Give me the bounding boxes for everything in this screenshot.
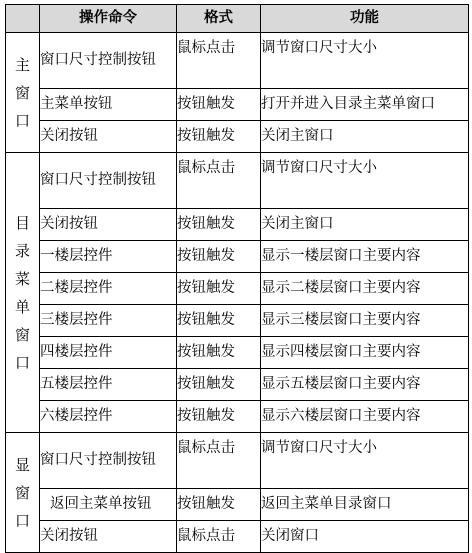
table-row xyxy=(6,521,469,553)
command-cell: 关闭按钮 xyxy=(40,121,177,153)
function-cell: 关闭主窗口 xyxy=(261,209,469,241)
table-row xyxy=(6,273,469,305)
table-row xyxy=(6,489,469,521)
format-cell: 按钮触发 xyxy=(177,121,261,153)
table-row xyxy=(6,209,469,241)
format-cell: 鼠标点击 xyxy=(177,433,261,489)
command-cell: 六楼层控件 xyxy=(40,401,177,433)
format-cell: 按钮触发 xyxy=(177,489,261,521)
command-cell: 一楼层控件 xyxy=(40,241,177,273)
command-cell: 三楼层控件 xyxy=(40,305,177,337)
format-cell: 按钮触发 xyxy=(177,89,261,121)
header-row xyxy=(6,5,469,33)
table-row xyxy=(6,337,469,369)
format-cell: 鼠标点击 xyxy=(177,153,261,209)
function-cell: 显示一楼层窗口主要内容 xyxy=(261,241,469,273)
command-table xyxy=(5,4,469,553)
table-row xyxy=(6,33,469,89)
table-row xyxy=(6,433,469,489)
header-format: 格式 xyxy=(177,5,261,33)
header-group xyxy=(6,5,40,33)
command-table-container xyxy=(5,4,468,548)
format-cell: 按钮触发 xyxy=(177,337,261,369)
table-row xyxy=(6,153,469,209)
function-cell: 显示五楼层窗口主要内容 xyxy=(261,369,469,401)
group-label-main-window: 主窗口 xyxy=(6,33,40,153)
format-cell: 按钮触发 xyxy=(177,241,261,273)
function-cell: 显示三楼层窗口主要内容 xyxy=(261,305,469,337)
table-row xyxy=(6,89,469,121)
function-cell: 关闭主窗口 xyxy=(261,121,469,153)
command-cell: 窗口尺寸控制按钮 xyxy=(40,153,177,209)
group-label-directory-menu-window: 目录菜单窗口 xyxy=(6,153,40,433)
command-cell: 关闭按钮 xyxy=(40,209,177,241)
format-cell: 按钮触发 xyxy=(177,209,261,241)
function-cell: 显示六楼层窗口主要内容 xyxy=(261,401,469,433)
format-cell: 鼠标点击 xyxy=(177,33,261,89)
table-row xyxy=(6,305,469,337)
format-cell: 按钮触发 xyxy=(177,273,261,305)
header-command: 操作命令 xyxy=(40,5,177,33)
table-row xyxy=(6,241,469,273)
group-label-display-window: 显窗口 xyxy=(6,433,40,553)
header-function: 功能 xyxy=(261,5,469,33)
function-cell: 关闭窗口 xyxy=(261,521,469,553)
command-cell: 窗口尺寸控制按钮 xyxy=(40,433,177,489)
command-cell: 返回主菜单按钮 xyxy=(40,489,177,521)
command-cell: 五楼层控件 xyxy=(40,369,177,401)
function-cell: 调节窗口尺寸大小 xyxy=(261,153,469,209)
command-cell: 窗口尺寸控制按钮 xyxy=(40,33,177,89)
format-cell: 按钮触发 xyxy=(177,369,261,401)
table-row xyxy=(6,401,469,433)
table-row xyxy=(6,369,469,401)
command-cell: 关闭按钮 xyxy=(40,521,177,553)
function-cell: 返回主菜单目录窗口 xyxy=(261,489,469,521)
table-row xyxy=(6,121,469,153)
function-cell: 打开并进入目录主菜单窗口 xyxy=(261,89,469,121)
command-cell: 二楼层控件 xyxy=(40,273,177,305)
format-cell: 鼠标点击 xyxy=(177,521,261,553)
format-cell: 按钮触发 xyxy=(177,401,261,433)
function-cell: 调节窗口尺寸大小 xyxy=(261,433,469,489)
format-cell: 按钮触发 xyxy=(177,305,261,337)
function-cell: 显示四楼层窗口主要内容 xyxy=(261,337,469,369)
command-cell: 四楼层控件 xyxy=(40,337,177,369)
function-cell: 显示二楼层窗口主要内容 xyxy=(261,273,469,305)
command-cell: 主菜单按钮 xyxy=(40,89,177,121)
function-cell: 调节窗口尺寸大小 xyxy=(261,33,469,89)
